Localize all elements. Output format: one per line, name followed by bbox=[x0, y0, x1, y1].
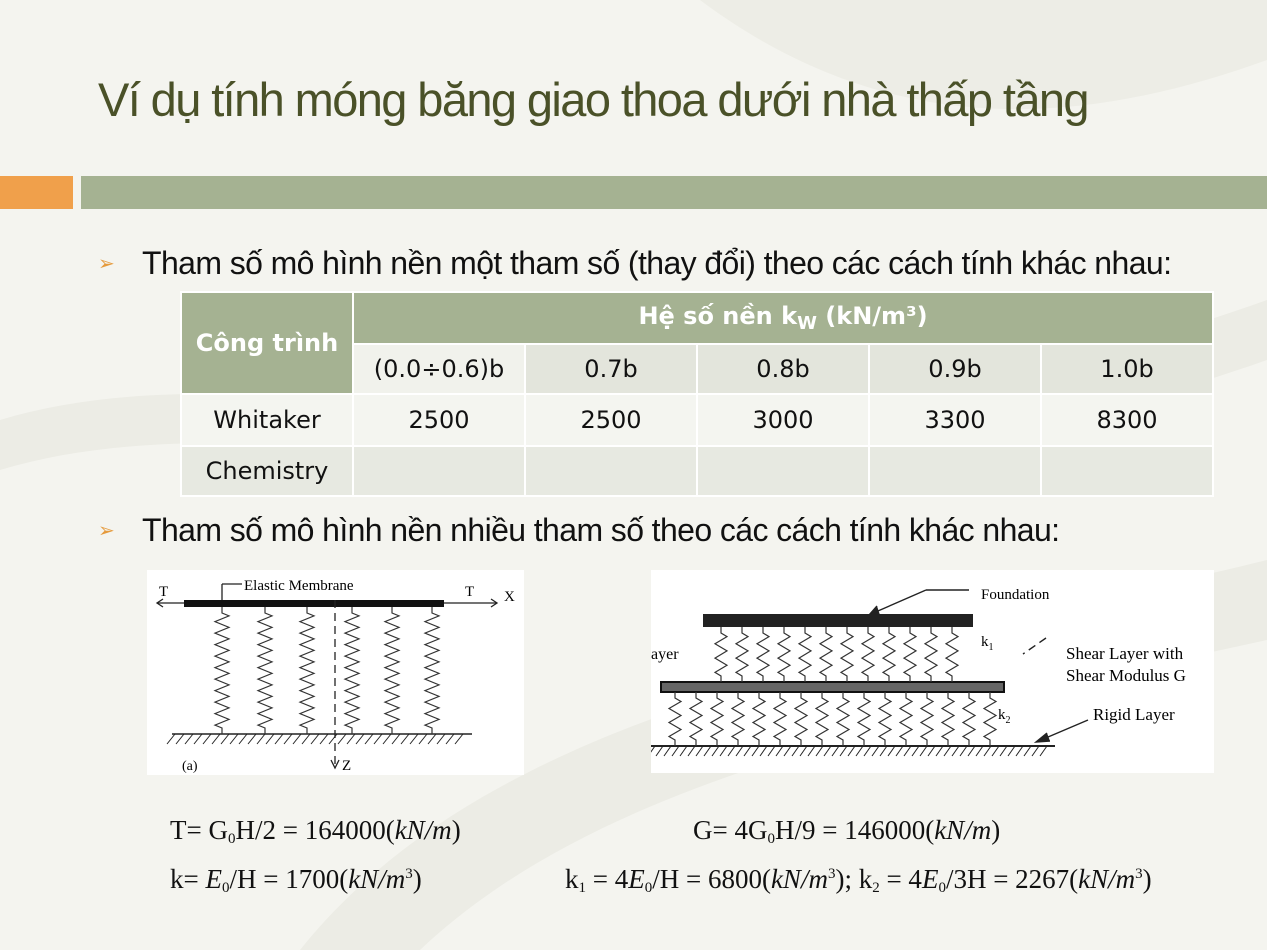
shear-layer-diagram bbox=[651, 570, 1214, 773]
spring bbox=[258, 607, 272, 734]
spring bbox=[736, 627, 748, 682]
ground-hatch bbox=[688, 746, 695, 756]
spring bbox=[925, 627, 937, 682]
tension-label: T bbox=[465, 584, 475, 600]
ground-hatch bbox=[880, 746, 887, 756]
spring bbox=[778, 627, 790, 682]
ground-hatch bbox=[800, 746, 807, 756]
row-name: Whitaker bbox=[181, 394, 353, 446]
ground-hatch bbox=[1040, 746, 1047, 756]
spring bbox=[862, 627, 874, 682]
column-header: 0.9b bbox=[869, 344, 1041, 394]
ground-hatch bbox=[736, 746, 743, 756]
foundation-beam bbox=[703, 614, 973, 627]
row-name: Chemistry bbox=[181, 446, 353, 496]
ground-hatch bbox=[266, 734, 274, 744]
ground-hatch bbox=[792, 746, 799, 756]
ground-hatch bbox=[776, 746, 783, 756]
ground-hatch bbox=[952, 746, 959, 756]
ground-hatch bbox=[1000, 746, 1007, 756]
ground-hatch bbox=[455, 734, 463, 744]
spring bbox=[690, 692, 702, 746]
ground-hatch bbox=[992, 746, 999, 756]
ground-hatch bbox=[320, 734, 328, 744]
k1-label: $k_1$ bbox=[981, 634, 994, 653]
ground-hatch bbox=[832, 746, 839, 756]
spring bbox=[963, 692, 975, 746]
spring bbox=[942, 692, 954, 746]
shear-layer-label: Shear Layer with bbox=[1066, 644, 1184, 663]
ground-hatch bbox=[656, 746, 663, 756]
spring bbox=[837, 692, 849, 746]
spring bbox=[732, 692, 744, 746]
spring bbox=[385, 607, 399, 734]
spring bbox=[816, 692, 828, 746]
ground-hatch bbox=[872, 746, 879, 756]
ground-hatch bbox=[720, 746, 727, 756]
arrow-bullet-icon: ➢ bbox=[98, 520, 115, 542]
ground-hatch bbox=[928, 746, 935, 756]
spring bbox=[711, 692, 723, 746]
ground-hatch bbox=[968, 746, 975, 756]
ground-hatch bbox=[1024, 746, 1031, 756]
ground-hatch bbox=[651, 746, 655, 756]
tension-label: T bbox=[159, 584, 169, 600]
table-cell: 8300 bbox=[1041, 394, 1213, 446]
ground-hatch bbox=[275, 734, 283, 744]
shear-modulus-label: Shear Modulus G bbox=[1066, 666, 1186, 685]
spring bbox=[946, 627, 958, 682]
ground-hatch bbox=[428, 734, 436, 744]
slide-title: Ví dụ tính móng băng giao thoa dưới nhà thấp tầng bbox=[98, 73, 1088, 126]
ground-hatch bbox=[248, 734, 256, 744]
table-cell bbox=[525, 446, 697, 496]
spring bbox=[215, 607, 229, 734]
bullet-text: Tham số mô hình nền một tham số (thay đổi) theo các cách tính khác nhau: bbox=[142, 245, 1172, 281]
ground-hatch bbox=[864, 746, 871, 756]
spring bbox=[757, 627, 769, 682]
k2-label: $k_2$ bbox=[998, 707, 1011, 726]
spring bbox=[753, 692, 765, 746]
ground-hatch bbox=[1008, 746, 1015, 756]
foundation-label: Foundation bbox=[981, 587, 1050, 603]
ground-hatch bbox=[848, 746, 855, 756]
ground-hatch bbox=[392, 734, 400, 744]
ground-hatch bbox=[257, 734, 265, 744]
membrane-label: Elastic Membrane bbox=[244, 578, 354, 594]
formula-spring-k1-k2: $k_1 = 4E_0/H = 6800(kN/m^3)$; $k_2 = 4E_0/3H = 2267(kN/m^3)$ bbox=[565, 864, 1152, 896]
ground-hatch bbox=[896, 746, 903, 756]
ground-hatch bbox=[760, 746, 767, 756]
column-header: 0.7b bbox=[525, 344, 697, 394]
figure-caption: (a) bbox=[182, 759, 198, 774]
spring bbox=[300, 607, 314, 734]
spring bbox=[799, 627, 811, 682]
z-axis-label: Z bbox=[342, 758, 352, 774]
ground-hatch bbox=[311, 734, 319, 744]
table-cell: 3000 bbox=[697, 394, 869, 446]
table-cell bbox=[353, 446, 525, 496]
spring bbox=[345, 607, 359, 734]
table-cell bbox=[1041, 446, 1213, 496]
ground-hatch bbox=[302, 734, 310, 744]
ground-hatch bbox=[728, 746, 735, 756]
table-row bbox=[181, 446, 1213, 496]
spring bbox=[984, 692, 996, 746]
ground-hatch bbox=[203, 734, 211, 744]
ground-hatch bbox=[752, 746, 759, 756]
ground-hatch bbox=[185, 734, 193, 744]
ground-hatch bbox=[374, 734, 382, 744]
table-header-project: Công trình bbox=[181, 292, 353, 394]
ground-hatch bbox=[976, 746, 983, 756]
subgrade-coefficient-table bbox=[180, 291, 1214, 497]
ground-hatch bbox=[356, 734, 364, 744]
ground-hatch bbox=[856, 746, 863, 756]
ground-hatch bbox=[239, 734, 247, 744]
ground-hatch bbox=[365, 734, 373, 744]
ground-hatch bbox=[338, 734, 346, 744]
ground-hatch bbox=[230, 734, 238, 744]
spring bbox=[879, 692, 891, 746]
ground-hatch bbox=[808, 746, 815, 756]
ground-hatch bbox=[944, 746, 951, 756]
figure-membrane-model bbox=[147, 570, 524, 775]
arrow-bullet-icon: ➢ bbox=[98, 253, 115, 275]
table-header-kw: Hệ số nền $k_W$ (kN/m³) bbox=[353, 292, 1213, 344]
accent-bar-orange bbox=[0, 176, 73, 209]
ground-hatch bbox=[167, 734, 175, 744]
membrane-diagram bbox=[147, 570, 524, 775]
ground-hatch bbox=[768, 746, 775, 756]
ground-hatch bbox=[437, 734, 445, 744]
ground-hatch bbox=[284, 734, 292, 744]
ground-hatch bbox=[888, 746, 895, 756]
table-row bbox=[181, 394, 1213, 446]
formula-spring-k: $k= E_0/H = 1700(kN/m^3)$ bbox=[170, 864, 422, 896]
table-cell bbox=[869, 446, 1041, 496]
spring bbox=[904, 627, 916, 682]
ground-hatch bbox=[816, 746, 823, 756]
ground-hatch bbox=[221, 734, 229, 744]
ground-hatch bbox=[984, 746, 991, 756]
spring bbox=[795, 692, 807, 746]
column-header: 0.8b bbox=[697, 344, 869, 394]
spring bbox=[841, 627, 853, 682]
table-cell: 2500 bbox=[525, 394, 697, 446]
ground-hatch bbox=[672, 746, 679, 756]
ground-hatch bbox=[347, 734, 355, 744]
ground-hatch bbox=[912, 746, 919, 756]
ground-hatch bbox=[329, 734, 337, 744]
ground-hatch bbox=[904, 746, 911, 756]
ground-hatch bbox=[784, 746, 791, 756]
column-header: 1.0b bbox=[1041, 344, 1213, 394]
shear-layer bbox=[661, 682, 1004, 692]
ground-hatch bbox=[840, 746, 847, 756]
ground-hatch bbox=[936, 746, 943, 756]
ground-hatch bbox=[712, 746, 719, 756]
ground-hatch bbox=[696, 746, 703, 756]
formula-shear-modulus: $G= 4G_0H/9 = 146000(kN/m)$ bbox=[693, 815, 1001, 847]
ground-hatch bbox=[704, 746, 711, 756]
table-cell bbox=[697, 446, 869, 496]
ground-hatch bbox=[383, 734, 391, 744]
layer-label: ayer bbox=[651, 646, 679, 663]
ground-hatch bbox=[293, 734, 301, 744]
ground-hatch bbox=[664, 746, 671, 756]
ground-hatch bbox=[176, 734, 184, 744]
figure-shear-layer-model bbox=[651, 570, 1214, 773]
spring bbox=[900, 692, 912, 746]
spring bbox=[858, 692, 870, 746]
table-cell: 2500 bbox=[353, 394, 525, 446]
ground-hatch bbox=[744, 746, 751, 756]
spring bbox=[921, 692, 933, 746]
ground-hatch bbox=[920, 746, 927, 756]
table-cell: 3300 bbox=[869, 394, 1041, 446]
ground-hatch bbox=[1032, 746, 1039, 756]
formula-tension: $T= G_0H/2 = 164000(kN/m)$ bbox=[170, 815, 461, 847]
ground-hatch bbox=[960, 746, 967, 756]
spring bbox=[425, 607, 439, 734]
bullet-text: Tham số mô hình nền nhiều tham số theo các cách tính khác nhau: bbox=[142, 512, 1060, 548]
elastic-membrane bbox=[184, 600, 444, 607]
ground-hatch bbox=[1016, 746, 1023, 756]
ground-hatch bbox=[401, 734, 409, 744]
ground-hatch bbox=[824, 746, 831, 756]
ground-hatch bbox=[419, 734, 427, 744]
ground-hatch bbox=[194, 734, 202, 744]
spring bbox=[820, 627, 832, 682]
ground-hatch bbox=[212, 734, 220, 744]
spring bbox=[883, 627, 895, 682]
ground-hatch bbox=[410, 734, 418, 744]
spring bbox=[715, 627, 727, 682]
ground-hatch bbox=[680, 746, 687, 756]
spring bbox=[669, 692, 681, 746]
spring bbox=[774, 692, 786, 746]
ground-hatch bbox=[446, 734, 454, 744]
x-axis-label: X bbox=[504, 589, 515, 605]
column-header: (0.0÷0.6)b bbox=[353, 344, 525, 394]
rigid-layer-label: Rigid Layer bbox=[1093, 705, 1175, 724]
accent-bar-green bbox=[81, 176, 1267, 209]
